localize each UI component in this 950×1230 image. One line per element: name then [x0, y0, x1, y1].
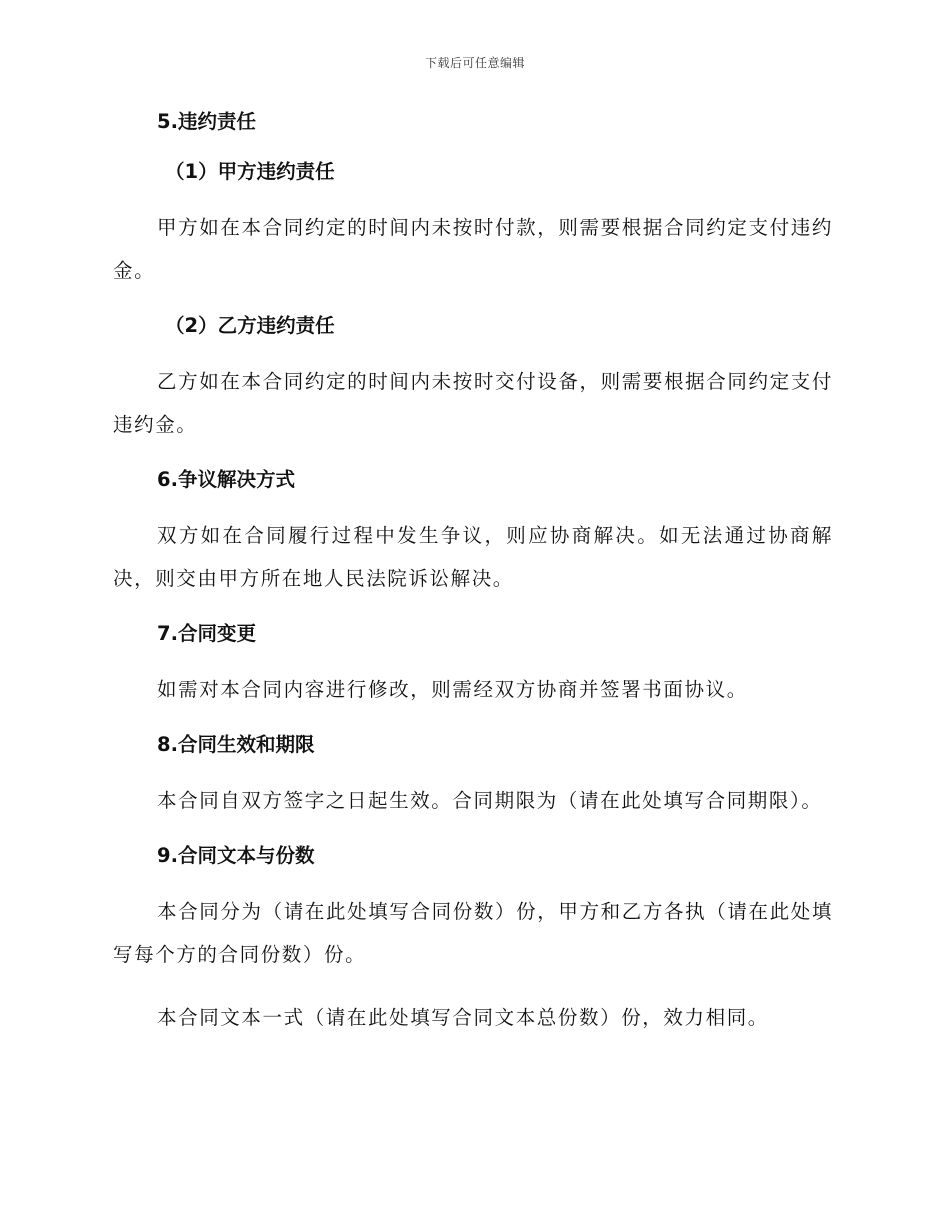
section-7-title: 7.合同变更	[157, 622, 256, 645]
section-5-title: 5.违约责任	[157, 110, 256, 133]
section-5-2-text: 乙方如在本合同约定的时间内未按时交付设备，则需要根据合同约定支付违约金。	[113, 370, 833, 436]
section-5-1-title: （1）甲方违约责任	[165, 160, 335, 183]
section-8-text: 本合同自双方签字之日起生效。合同期限为（请在此处填写合同期限）。	[157, 789, 823, 812]
section-9-text-2: 本合同文本一式（请在此处填写合同文本总份数）份，效力相同。	[157, 1006, 769, 1029]
section-5-2-title: （2）乙方违约责任	[165, 314, 335, 337]
document-body	[113, 108, 833, 1039]
section-9-title: 9.合同文本与份数	[157, 844, 315, 867]
section-7-text: 如需对本合同内容进行修改，则需经双方协商并签署书面协议。	[157, 678, 748, 701]
section-5-1-text: 甲方如在本合同约定的时间内未按时付款，则需要根据合同约定支付违约金。	[113, 216, 833, 282]
page-header: 下载后可任意编辑	[424, 56, 525, 70]
section-6-title: 6.争议解决方式	[157, 468, 295, 491]
section-9-text-1: 本合同分为（请在此处填写合同份数）份，甲方和乙方各执（请在此处填写每个方的合同份数）份。	[113, 900, 833, 966]
section-6-text: 双方如在合同履行过程中发生争议，则应协商解决。如无法通过协商解决，则交由甲方所在地人民法院诉讼解决。	[113, 524, 833, 590]
section-8-title: 8.合同生效和期限	[157, 733, 315, 756]
